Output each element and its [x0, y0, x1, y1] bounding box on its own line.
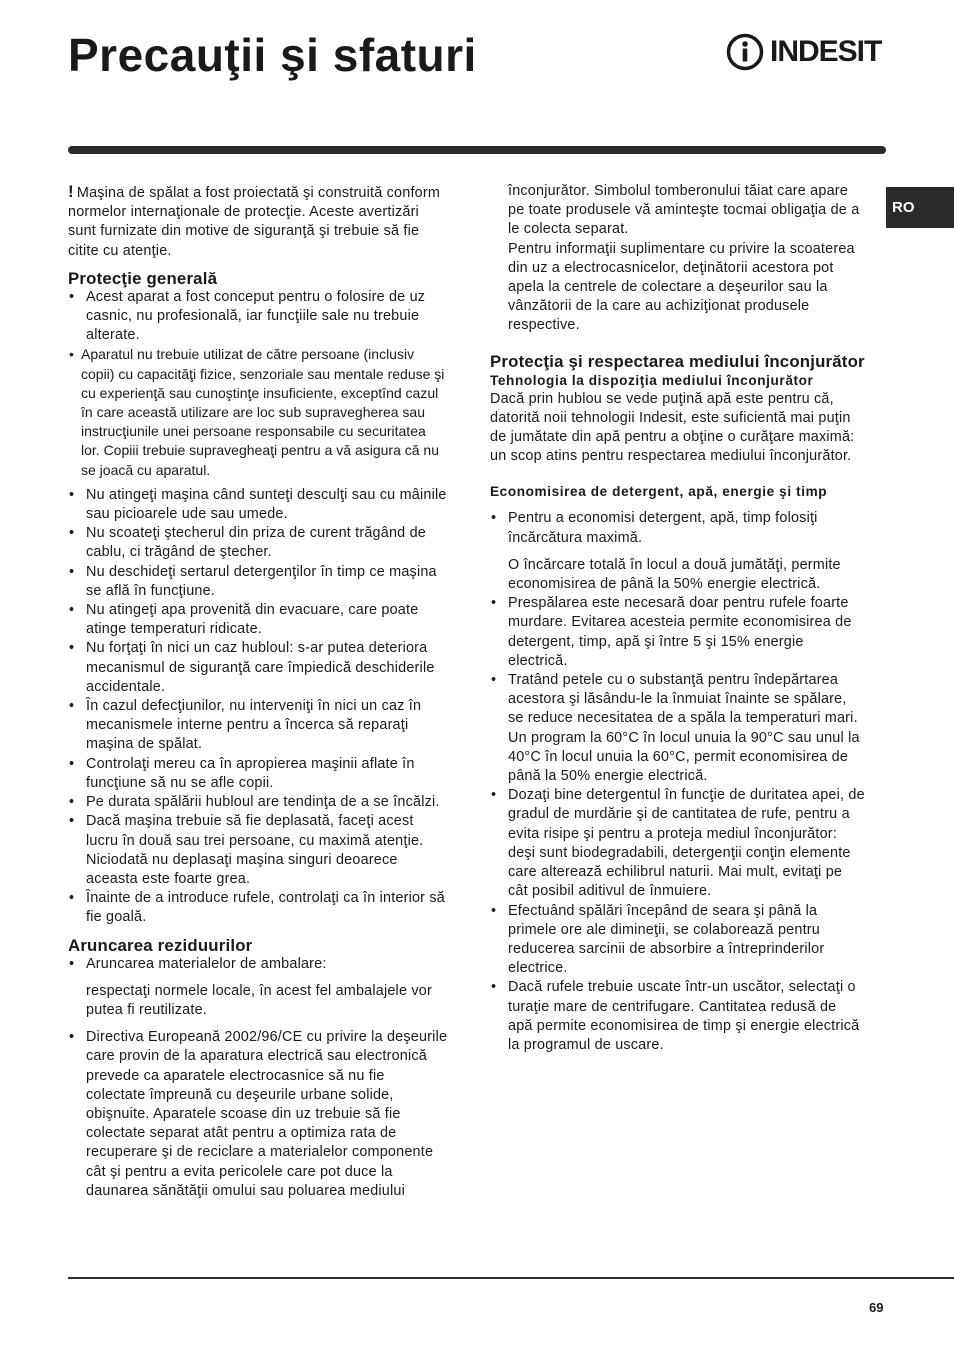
general-protection-list	[68, 288, 448, 928]
list-item: • Nu deschideţi sertarul detergenţilor în timp ce maşina se află în funcţiune.	[68, 563, 448, 601]
list-item: • Aparatul nu trebuie utilizat de către persoane (inclusiv copii) cu capacităţi fizice, senzoriale sau mentale reduse şi cu experienţă sau cunoştinţe insuficiente, exceptînd cazul în care această utilizare are loc sub supravegherea sau instrucţiunile unei persoane responsabile cu securitatea lor. Copiii trebuie supravegheaţi pentru a vă asigura că nu se joacă cu aparatul.	[68, 345, 448, 479]
brand-name: INDESIT	[770, 35, 882, 68]
list-item: • Efectuând spălări începând de seara şi până la primele ore ale dimineţii, se colaborează pentru reducerea sarcinii de absorbire a întreprinderilor electrice.	[490, 902, 865, 979]
disposal-heading: Aruncarea reziduurilor	[68, 935, 253, 955]
footer-divider	[68, 1277, 954, 1279]
savings-heading: Economisirea de detergent, apă, energie şi timp	[490, 484, 828, 500]
list-item: • Acest aparat a fost conceput pentru o folosire de uz casnic, nu profesională, iar funcţiile sale nu trebuie alterate.	[68, 288, 448, 346]
list-item: • Dozaţi bine detergentul în funcţie de duritatea apei, de gradul de murdărie şi de cantitatea de rufe, pentru a evita risipe şi pentru a proteja mediul înconjurător: deşi sunt biodegradabili, detergenţii conţin elemente care alterează echilibrul naturii. Mai mult, evitaţi pe cât posibil aditivul de înmuiere.	[490, 786, 865, 901]
list-item: • Prespălarea este necesară doar pentru rufele foarte murdare. Evitarea acesteia permite economisirea de detergent, timp, apă şi între 5 şi 15% energie electrică.	[490, 594, 865, 671]
right-column	[490, 182, 865, 1055]
list-item: • Controlaţi mereu ca în apropierea maşinii aflate în funcţiune să nu se afle copii.	[68, 755, 448, 793]
warning-mark: !	[68, 182, 74, 201]
disposal-list	[68, 955, 448, 974]
list-item: • Pentru a economisi detergent, apă, timp folosiţi încărcătura maximă.	[490, 509, 865, 547]
disposal-continuation: înconjurător. Simbolul tomberonului tăiat care apare pe toate produsele vă aminteşte tocmai obligaţia de a le colecta separat.	[508, 183, 860, 238]
savings-list-first	[490, 509, 865, 547]
environment-heading: Protecţia şi respectarea mediului înconjurător	[490, 351, 865, 371]
list-item: • Nu atingeţi apa provenită din evacuare, care poate atinge temperaturi ridicate.	[68, 601, 448, 639]
environment-subheading: Tehnologia la dispoziţia mediului înconjurător	[490, 372, 814, 388]
list-item: • Pe durata spălării hubloul are tendinţa de a se încălzi.	[68, 793, 448, 812]
savings-list	[490, 594, 865, 1055]
left-column	[68, 182, 448, 1201]
list-item: • Dacă maşina trebuie să fie deplasată, faceţi acest lucru în două sau trei persoane, cu maximă atenţie. Niciodată nu deplasaţi maşina singuri deoarece aceasta este foarte grea.	[68, 812, 448, 889]
savings-load-text: O încărcare totală în locul a două jumătăţi, permite economisirea de până la 50% energie electrică.	[508, 556, 841, 593]
disposal-info: Pentru informaţii suplimentare cu privire la scoaterea din uz a electrocasnicelor, deţinătorii acestora pot apela la centrele de colectare a deşeurilor sau la vânzătorii de la care au achiziţionat produsele respective.	[508, 240, 855, 334]
intro-paragraph: ! Maşina de spălat a fost proiectată şi construită conform normelor internaţionale de protecţie. Aceste avertizări sunt furnizate din motive de siguranţă şi trebuie să fie citite cu atenţie.	[68, 182, 441, 259]
language-tab: RO	[886, 187, 954, 228]
general-protection-heading: Protecţie generală	[68, 268, 218, 288]
page-title: Precauţii şi sfaturi	[68, 29, 477, 81]
disposal-directive-list	[68, 1028, 448, 1201]
list-item: • Dacă rufele trebuie uscate într-un uscător, selectaţi o turaţie mare de centrifugare. Cantitatea redusă de apă permite economisirea de timp şi energie electrică la programul de uscare.	[490, 978, 865, 1055]
list-item: • Directiva Europeană 2002/96/CE cu privire la deşeurile care provin de la aparatura electrică sau electronică prevede ca aparatele electrocasnice să nu fie colectate împreună cu deşeurile urbane solide, obişnuite. Aparatele scoase din uz trebuie să fie colectate separat atât pentru a optimiza rata de recuperare şi de reciclare a materialelor componente cât şi pentru a evita pericolele care pot duce la daunarea sănătăţii omului sau poluarea mediului	[68, 1028, 448, 1201]
indesit-i-logo-icon	[726, 33, 764, 71]
list-item: • Nu scoateţi ştecherul din priza de curent trăgând de cablu, ci trăgând de ştecher.	[68, 524, 448, 562]
list-item: • Aruncarea materialelor de ambalare:	[68, 955, 448, 974]
list-item: • Nu atingeţi maşina când sunteţi desculţi sau cu mâinile sau picioarele ude sau umede.	[68, 486, 448, 524]
header-divider	[68, 146, 886, 154]
page-number: 69	[869, 1300, 884, 1315]
brand-logo	[726, 33, 881, 71]
list-item: • Tratând petele cu o substanţă pentru îndepărtarea acestora şi lăsându-le la înmuiat înainte se spălare, se reduce necesitatea de a spăla la temperaturi mari. Un program la 60°C în locul unuia la 90°C sau unul la 40°C în locul unuia la 60°C, permit economisirea de până la 50% energie electrică.	[490, 671, 865, 786]
list-item: • Nu forţaţi în nici un caz hubloul: s-ar putea deteriora mecanismul de siguranţă care împiedică deschiderile accidentale.	[68, 639, 448, 697]
list-item: • În cazul defecţiunilor, nu interveniţi în nici un caz în mecanismele interne pentru a încerca să reparaţi maşina de spălat.	[68, 697, 448, 755]
disposal-packaging-text: respectaţi normele locale, în acest fel ambalajele vor putea fi reutilizate.	[86, 982, 432, 1018]
environment-text: Dacă prin hublou se vede puţină apă este pentru că, datorită noii tehnologii Indesit, este suficientă mai puţin de jumătate din apă pentru a obţine o curăţare maximă: un scop atins pentru respectarea mediului înconjurător.	[490, 390, 855, 465]
list-item: • Înainte de a introduce rufele, controlaţi ca în interior să fie goală.	[68, 889, 448, 927]
